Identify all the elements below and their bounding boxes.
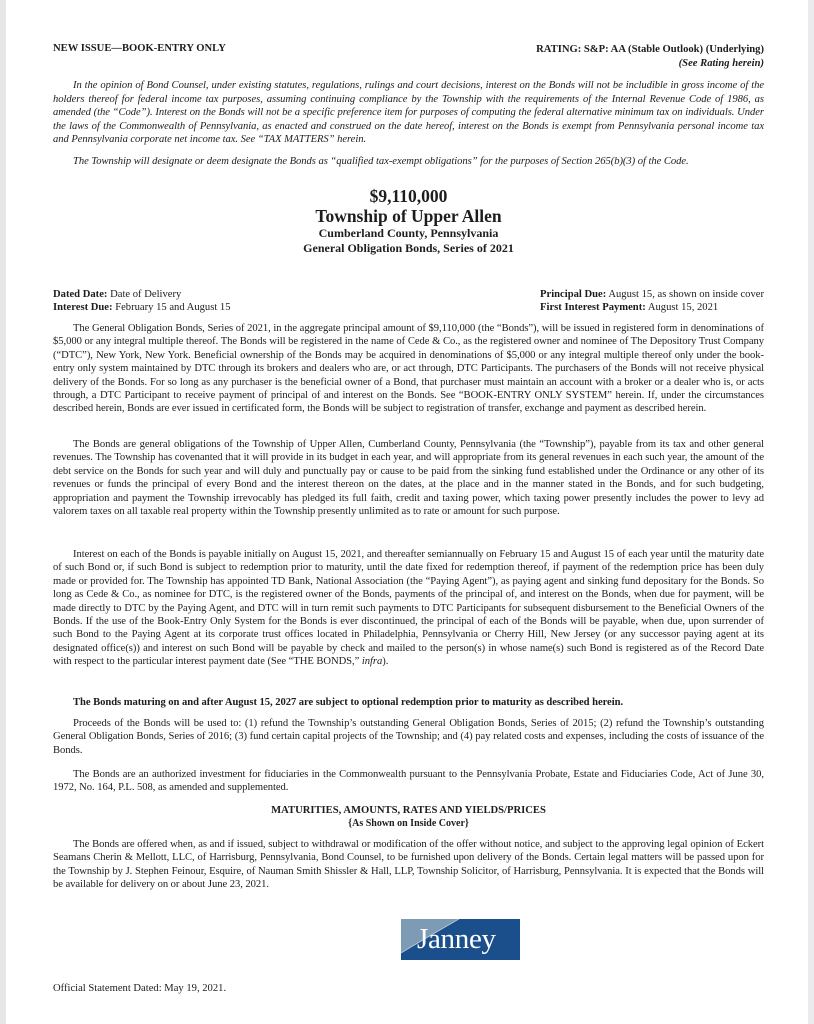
page-edge-left (0, 0, 6, 1024)
security-section (53, 438, 764, 518)
offering-paragraph: The Bonds are offered when, as and if issued, subject to withdrawal or modification of the offer without notice, and subject to the approving legal opinion of Eckert Seamans Cherin & Mellott, LLC, of Harrisburg, Pennsylvania, Bond Counsel, to be furnished upon delivery of the Bonds. Certain legal matters will be passed upon for the Township by J. Stephen Feinour, Esquire, of Nauman Smith Shissler & Hall, LLP, Township Solicitor, of Harrisburg, Pennsylvania. It is expected that the Bonds will be available for delivery on or about June 23, 2021. (53, 839, 764, 891)
principal-due-value: August 15, as shown on inside cover (608, 289, 764, 300)
interest-due-label: Interest Due: (53, 302, 113, 314)
issuer-name: Township of Upper Allen (315, 206, 502, 226)
offering-section (53, 838, 764, 892)
interest-due-value: February 15 and August 15 (115, 302, 231, 314)
dated-date (53, 288, 231, 301)
interest-paragraph (53, 548, 764, 669)
registration-paragraph: The General Obligation Bonds, Series of 2021, in the aggregate principal amount of $9,110,000 (the “Bonds”), will be issued in registered form in denominations of $5,000 or any integral multiple thereof. The Bonds will be registered in the name of Cede & Co., as the registered owner and nominee of The Depository Trust Company (“DTC”), New York, New York. Beneficial ownership of the Bonds may be acquired in denominations of $5,000 or any integral multiple thereof only under the book-entry only system maintained by DTC through its brokers and dealers who are, or act through, DTC Participants. The purchasers of the Bonds will not receive physical delivery of the Bonds. For so long as any purchaser is the beneficial owner of a Bond, that purchaser must maintain an account with a broker or a dealer who is, or acts through, a DTC Participant to receive payment of principal of and interest on the Bonds. See “BOOK-ENTRY ONLY SYSTEM” herein. If, under the circumstances described herein, Bonds are ever issued in certificated form, the Bonds will be subject to registration of transfer, exchange and payment as described herein. (53, 323, 764, 415)
qualified-statement-section (53, 155, 764, 168)
qualified-statement: The Township will designate or deem designate the Bonds as “qualified tax-exempt obligations” for the purposes of Section 265(b)(3) of the Code. (73, 156, 689, 167)
proceeds-section (53, 717, 764, 757)
maturities-subheading: {As Shown on Inside Cover} (348, 817, 469, 829)
interest-due (53, 301, 231, 314)
tax-opinion-section (53, 79, 764, 147)
tax-opinion: In the opinion of Bond Counsel, under existing statutes, regulations, rulings and court decisions, interest on the Bonds will not be includible in gross income of the holders thereof for federal income tax purposes, assuming continuing compliance by the Township with the requirements of the Internal Revenue Code of 1986, as amended (the “Code”). Interest on the Bonds will not be a specific preference item for purposes of computing the federal alternative minimum tax on individuals. Under the laws of the Commonwealth of Pennsylvania, as enacted and construed on the date hereof, interest on the Bonds is exempt from Pennsylvania personal income tax and Pennsylvania corporate net income tax. See “TAX MATTERS” herein. (53, 80, 764, 145)
dated-date-label: Dated Date: (53, 289, 108, 300)
investment-section (53, 768, 764, 795)
redemption-section (53, 696, 764, 709)
interest-section (53, 548, 764, 669)
title-block (53, 186, 764, 256)
security-paragraph: The Bonds are general obligations of the Township of Upper Allen, Cumberland County, Pennsylvania (the “Township”), payable from its tax and other general revenues. The Township has covenanted that it will provide in its budget in each year, and will appropriate from its general revenues in each such year, the amount of the debt service on the Bonds for such year and will duly and punctually pay or cause to be paid from the sinking fund established under the Ordinance or any other of its revenues or funds the principal of every Bond and the interest thereon on the dates, at the place and in the manner stated in the Bonds, and for such budgeting, appropriation and payment the Township irrevocably has pledged its full faith, credit and taxing power, which taxing power presently includes the power to levy ad valorem taxes on all taxable real property within the Township presently unlimited as to rate or amount for such purpose. (53, 439, 764, 518)
county: Cumberland County, Pennsylvania (318, 226, 499, 240)
rating-block (536, 43, 764, 70)
principal-due-label: Principal Due: (540, 289, 607, 300)
key-dates-left (53, 288, 231, 315)
janney-logo (401, 919, 520, 960)
key-dates-right (540, 288, 764, 315)
redemption-paragraph: The Bonds maturing on and after August 15, 2027 are subject to optional redemption prior to maturity as described herein. (73, 697, 624, 708)
bond-series: General Obligation Bonds, Series of 2021 (303, 241, 514, 255)
bond-amount: $9,110,000 (369, 186, 448, 206)
proceeds-paragraph: Proceeds of the Bonds will be used to: (1) refund the Township’s outstanding General Obligation Bonds, Series of 2015; (2) refund the Township’s outstanding General Obligation Bonds, Series of 2016; (3) fund certain capital projects of the Township; and (4) pay related costs and expenses, including the costs of issuance of the Bonds. (53, 718, 764, 756)
investment-paragraph: The Bonds are an authorized investment for fiduciaries in the Commonwealth pursuant to the Pennsylvania Probate, Estate and Fiduciaries Code, Act of June 30, 1972, No. 164, P.L. 508, as amended and supplemented. (53, 769, 764, 794)
rating: RATING: S&P: AA (Stable Outlook) (Underlying) (536, 44, 764, 55)
registration-section (53, 322, 764, 416)
first-interest-payment (540, 301, 764, 314)
page-edge-right (808, 0, 814, 1024)
statement-date: Official Statement Dated: May 19, 2021. (53, 983, 227, 994)
interest-paragraph-end: ). (382, 656, 389, 668)
first-interest-value: August 15, 2021 (647, 302, 719, 314)
rating-note: (See Rating herein) (678, 57, 764, 69)
first-interest-label: First Interest Payment: (540, 302, 646, 314)
maturities-heading-block (53, 805, 764, 831)
principal-due (540, 288, 764, 301)
issue-type: NEW ISSUE—BOOK-ENTRY ONLY (53, 43, 226, 54)
infra-text: infra (361, 656, 383, 668)
maturities-heading: MATURITIES, AMOUNTS, RATES AND YIELDS/PRICES (271, 805, 546, 816)
dated-date-value: Date of Delivery (110, 289, 182, 300)
interest-paragraph-text: Interest on each of the Bonds is payable initially on August 15, 2021, and thereafter semiannually on February 15 and August 15 of each year until the maturity date of such Bond or, if such Bond is subject to redemption prior to maturity, until the date fixed for redemption thereof, if payment of the redemption price has been duly made or provided for. The Township has appointed TD Bank, National Association (the “Paying Agent”), as paying agent and sinking fund depositary for the Bonds. So long as Cede & Co., as nominee for DTC, is the registered owner of the Bonds, payments of the principal of, and interest on the Bonds, when due for payment, will be made directly to DTC by the Paying Agent, and DTC will in turn remit such payments to DTC Participants for subsequent disbursement to the Beneficial Owners of the Bonds. If the use of the Book-Entry Only System for the Bonds is ever discontinued, the principal of each of the Bonds will be payable, when due, upon surrender of such Bond to the Paying Agent at its corporate trust offices located in Philadelphia, Pennsylvania or Cherry Hill, New Jersey (or any successor paying agent at its designated office(s)) and interest on such Bond will be payable by check and mailed to the person(s) in whose name(s) such Bond is registered as of the Record Date with respect to the particular interest payment date (See “THE BONDS,” (53, 549, 764, 668)
logo-text: Janney (417, 923, 496, 955)
